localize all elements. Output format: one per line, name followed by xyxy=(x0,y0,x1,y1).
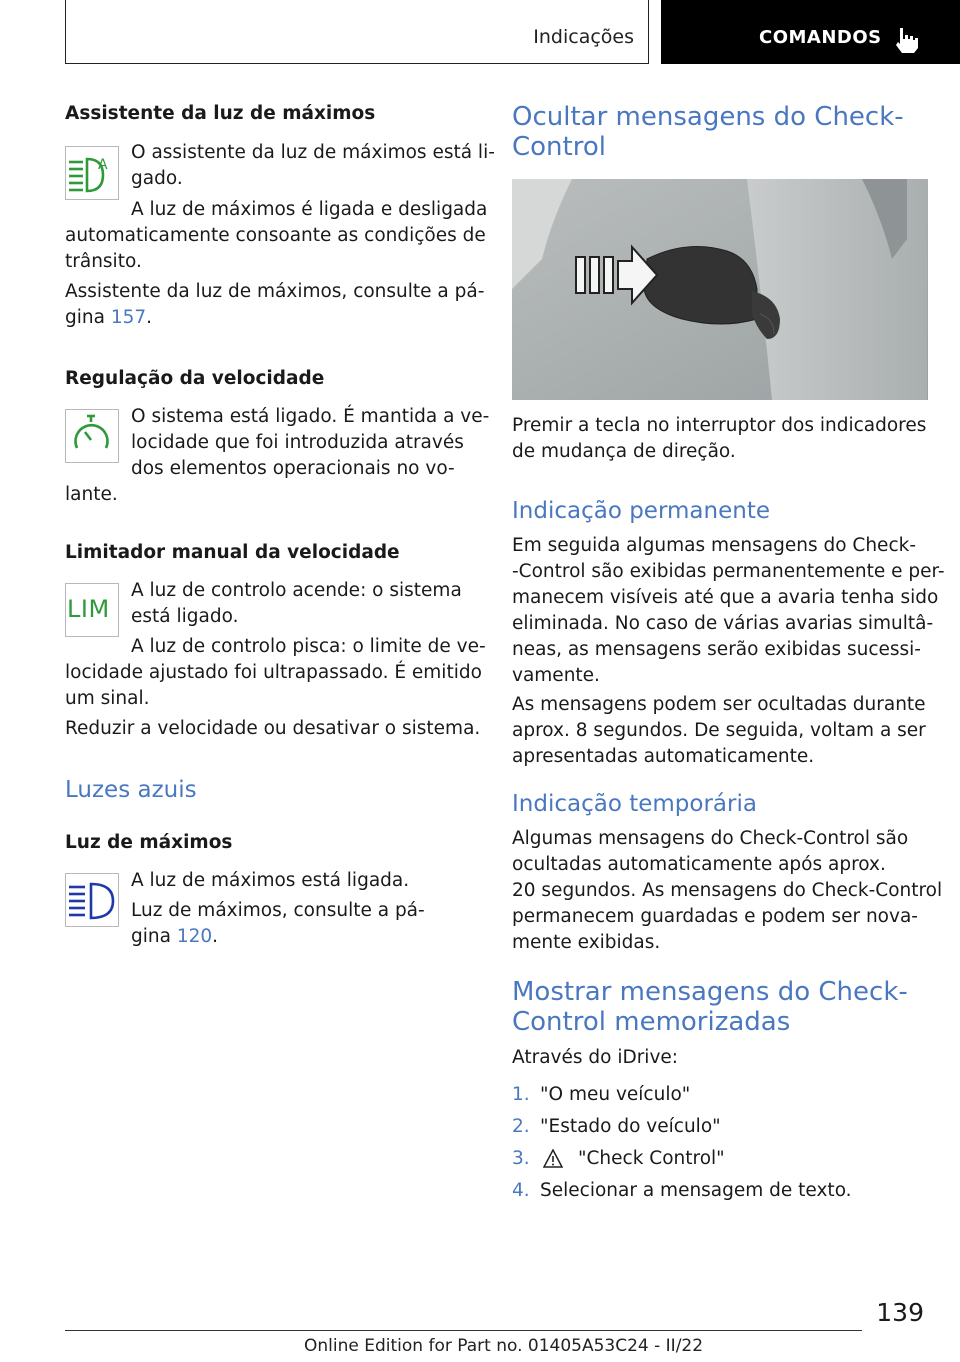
text-line: aprox. 8 segundos. De seguida, voltam a ser xyxy=(512,720,926,741)
step-4 xyxy=(512,1178,852,1204)
step-number: 3. xyxy=(512,1148,530,1169)
step-text: "Estado do veículo" xyxy=(540,1116,721,1137)
step-2 xyxy=(512,1114,721,1140)
footer-divider xyxy=(65,1330,862,1331)
text-line: lante. xyxy=(65,484,118,505)
text-line: A luz de máximos está ligada. xyxy=(131,870,410,891)
text-fragment: gina xyxy=(131,926,171,947)
switch-illustration-image xyxy=(512,179,928,400)
heading-temporary-indication: Indicação temporária xyxy=(512,791,757,817)
heading-hide-messages-cont: Control xyxy=(512,132,606,162)
text-line: automaticamente consoante as condições de xyxy=(65,225,486,246)
text-line: Em seguida algumas mensagens do Check- xyxy=(512,535,917,556)
text-line: apresentadas automaticamente. xyxy=(512,746,815,767)
page-link-157[interactable]: 157 xyxy=(110,307,147,328)
text-line: gina 157. xyxy=(65,307,153,328)
text-line: gina 120. xyxy=(131,926,219,947)
highbeam-assistant-indicator xyxy=(65,146,119,200)
speed-control-indicator xyxy=(65,409,119,463)
text-line: locidade que foi introduzida através xyxy=(131,432,464,453)
text-line: vamente. xyxy=(512,665,600,686)
text-line: A luz de máximos é ligada e desligada xyxy=(131,199,488,220)
text-fragment: gina xyxy=(65,307,105,328)
section-title-speed-limiter: Limitador manual da velocidade xyxy=(65,542,400,563)
high-beam-indicator xyxy=(65,873,119,927)
step-number: 2. xyxy=(512,1116,530,1137)
pointing-hand-icon xyxy=(894,26,920,54)
header-chapter-tab xyxy=(661,0,960,64)
step-number: 1. xyxy=(512,1084,530,1105)
high-beam-icon xyxy=(66,874,117,925)
edition-note: Online Edition for Part no. 01405A53C24 - II/22 xyxy=(304,1336,704,1356)
text-line: dos elementos operacionais no vo- xyxy=(131,458,455,479)
chapter-label: COMANDOS xyxy=(759,27,882,48)
heading-show-stored-messages-cont: Control memorizadas xyxy=(512,1007,791,1037)
section-title-high-beam: Luz de máximos xyxy=(65,832,233,853)
text-line: está ligado. xyxy=(131,606,239,627)
speed-limiter-indicator xyxy=(65,583,119,637)
text-line: Algumas mensagens do Check-Control são xyxy=(512,828,909,849)
text-line: O assistente da luz de máximos está li- xyxy=(131,142,495,163)
speedometer-icon xyxy=(66,410,117,461)
step-text: Selecionar a mensagem de texto. xyxy=(540,1180,852,1201)
text-line: manecem visíveis até que a avaria tenha sido xyxy=(512,587,939,608)
highbeam-assistant-icon xyxy=(66,147,117,198)
text-line: Assistente da luz de máximos, consulte a pá- xyxy=(65,281,485,302)
text-line: As mensagens podem ser ocultadas durante xyxy=(512,694,926,715)
text-line: A luz de controlo pisca: o limite de ve- xyxy=(131,636,486,657)
text-line: permanecem guardadas e podem ser nova- xyxy=(512,906,918,927)
section-title-speed-control: Regulação da velocidade xyxy=(65,368,325,389)
text-line: A luz de controlo acende: o sistema xyxy=(131,580,462,601)
text-line: de mudança de direção. xyxy=(512,441,736,462)
text-line: O sistema está ligado. É mantida a ve- xyxy=(131,406,490,427)
text-line: Premir a tecla no interruptor dos indicadores xyxy=(512,415,927,436)
step-3 xyxy=(512,1146,725,1172)
step-text: "O meu veículo" xyxy=(540,1084,691,1105)
step-1 xyxy=(512,1082,691,1108)
warning-triangle-icon xyxy=(543,1149,563,1168)
highbeam-assistant-letter: A xyxy=(98,157,108,173)
text-line: gado. xyxy=(131,168,183,189)
section-label: Indicações xyxy=(533,26,634,48)
heading-show-stored-messages: Mostrar mensagens do Check- xyxy=(512,977,908,1007)
heading-hide-messages: Ocultar mensagens do Check- xyxy=(512,102,904,132)
text-line: -Control são exibidas permanentemente e per- xyxy=(512,561,945,582)
heading-permanent-indication: Indicação permanente xyxy=(512,498,770,524)
paragraph-hide-duration xyxy=(512,692,926,770)
text-line: Reduzir a velocidade ou desativar o sistema. xyxy=(65,718,481,739)
step-number: 4. xyxy=(512,1180,530,1201)
lim-label: LIM xyxy=(67,595,110,623)
text-line: Através do iDrive: xyxy=(512,1047,679,1068)
text-line: trânsito. xyxy=(65,251,142,272)
text-line: neas, as mensagens serão exibidas sucessi- xyxy=(512,639,921,660)
heading-blue-lights: Luzes azuis xyxy=(65,777,197,803)
text-line: ocultadas automaticamente após aprox. xyxy=(512,854,886,875)
text-line: 20 segundos. As mensagens do Check-Control xyxy=(512,880,943,901)
header-section-tab xyxy=(65,0,649,64)
text-line: locidade ajustado foi ultrapassado. É emitido xyxy=(65,662,482,683)
page-number: 139 xyxy=(876,1298,924,1327)
page-link-120[interactable]: 120 xyxy=(176,926,213,947)
paragraph-temporary xyxy=(512,826,942,956)
text-line: Luz de máximos, consulte a pá- xyxy=(131,900,425,921)
turn-signal-switch-illustration xyxy=(512,179,928,400)
section-title-highbeam-assistant: Assistente da luz de máximos xyxy=(65,103,376,124)
text-line: eliminada. No caso de várias avarias simultâ- xyxy=(512,613,934,634)
text-line: um sinal. xyxy=(65,688,150,709)
step-text: "Check Control" xyxy=(578,1148,725,1169)
paragraph-permanent xyxy=(512,533,945,689)
text-line: mente exibidas. xyxy=(512,932,661,953)
